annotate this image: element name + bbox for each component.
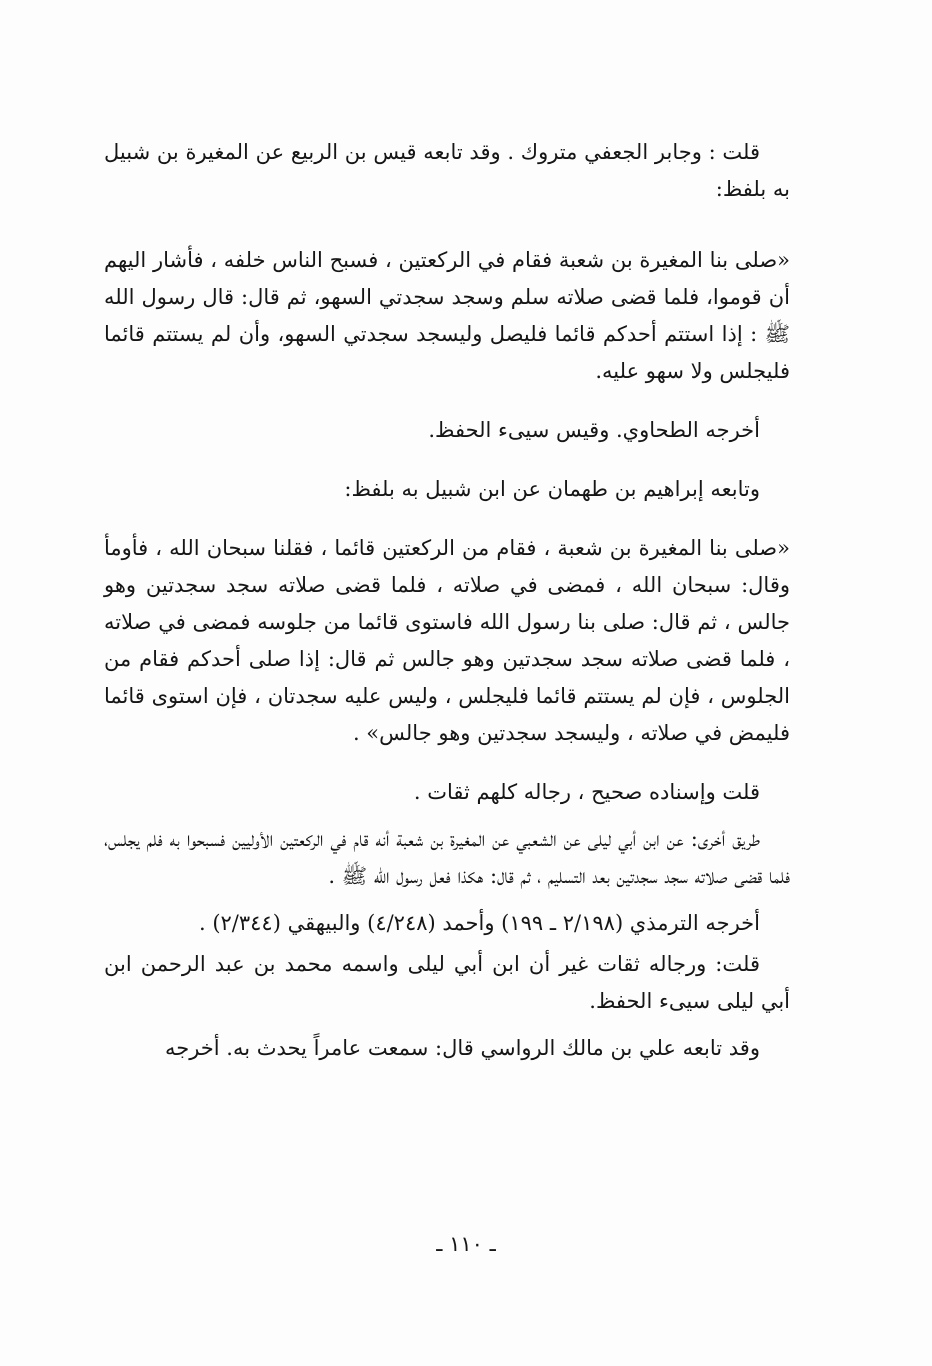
paragraph-10: وقد تابعه علي بن مالك الرواسي قال: سمعت عامراً يحدث به. أخرجه xyxy=(164,1036,760,1060)
paragraph-7: طريق أخرى: عن ابن أبي ليلى عن الشعبي عن المغيرة بن شعبة أنه قام في الركعتين الأوليين فسبحوا به فلم يجلس، فلما قضى صلاته سجد سجدتين بعد التسليم ، ثم قال: هكذا فعل رسول الله ﷺ . xyxy=(104,827,790,888)
paragraph-3: أخرجه الطحاوي. وقيس سيىء الحفظ. xyxy=(428,418,760,442)
paragraph-6: قلت وإسناده صحيح ، رجاله كلهم ثقات . xyxy=(413,780,760,804)
page-number: ـ ١١٠ ـ xyxy=(436,1232,496,1256)
page-body xyxy=(104,134,790,1067)
paragraph-4: وتابعه إبراهيم بن طهمان عن ابن شبيل به بلفظ: xyxy=(344,477,760,501)
paragraph-9: قلت: ورجاله ثقات غير أن ابن أبي ليلى واسمه محمد بن عبد الرحمن ابن أبي ليلى سيىء الحفظ. xyxy=(104,952,790,1013)
paragraph-5: «صلى بنا المغيرة بن شعبة ، فقام من الركعتين قائما ، فقلنا سبحان الله ، فأومأ وقال: سبحان الله ، فمضى في صلاته ، فلما قضى صلاته سجد سجدتين وهو جالس ، ثم قال: صلى بنا رسول الله فاستوى قائما من جلوسه فمضى في صلاته ، فلما قضى صلاته سجد سجدتين وهو جالس ثم قال: إذا صلى أحدكم فقام من الجلوس ، فإن لم يستتم قائما فليجلس ، وليس عليه سجدتان ، فإن استوى قائما فليمض في صلاته ، وليسجد سجدتين وهو جالس» . xyxy=(104,536,790,745)
paragraph-8: أخرجه الترمذي (٢/١٩٨ ـ ١٩٩) وأحمد (٤/٢٤٨) والبيهقي (٢/٣٤٤) . xyxy=(198,911,760,935)
paragraph-2: «صلى بنا المغيرة بن شعبة فقام في الركعتين ، فسبح الناس خلفه ، فأشار اليهم أن قوموا، فلما قضى صلاته سلم وسجد سجدتي السهو، ثم قال: قال رسول الله ﷺ : إذا استتم أحدكم قائما فليصل وليسجد سجدتي السهو، وأن لم يستتم قائما فليجلس ولا سهو عليه. xyxy=(104,248,790,383)
paragraph-1: قلت : وجابر الجعفي متروك . وقد تابعه قيس بن الربيع عن المغيرة بن شبيل به بلفظ: xyxy=(104,140,790,201)
